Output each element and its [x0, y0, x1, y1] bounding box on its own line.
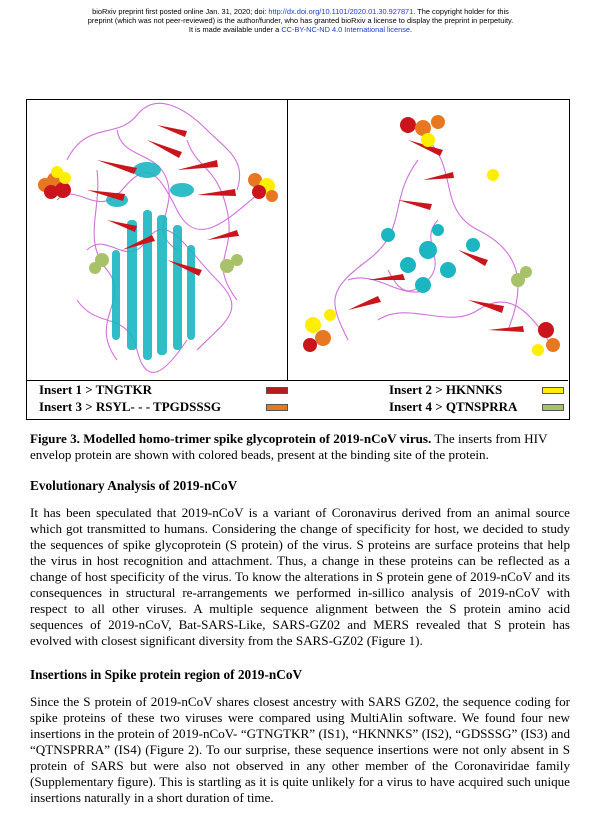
caption-title: Figure 3. Modelled homo-trimer spike glycoprotein of 2019-nCoV virus.	[30, 431, 432, 446]
section-heading-evolutionary: Evolutionary Analysis of 2019-nCoV	[30, 478, 238, 493]
side-view-panel	[27, 100, 288, 380]
spike-top-view-image	[288, 100, 569, 380]
figure-legend	[27, 380, 568, 419]
legend-insert-3: Insert 3 > RSYL- - - TPGDSSSG	[39, 399, 221, 414]
spike-side-view-image	[27, 100, 287, 380]
legend-swatch-1	[266, 387, 288, 394]
legend-swatch-2	[542, 387, 564, 394]
caption-text: The inserts from HIV envelop protein are shown with colored beads, present at the binding site of the protein.	[30, 431, 548, 462]
section-paragraph-evolutionary: It has been speculated that 2019-nCoV is a variant of Coronavirus derived from an animal source which got transmitted to humans. Considering the change of specificity for host, we decided to study the sequences of spike glycoprotein (S protein) of the virus. S proteins are surface proteins that help the virus in host recognition and attachment. Thus, a change in these proteins can be reflected as a change of host specificity of the virus. To know the alterations in S protein gene of 2019-nCoV and its consequences in structural re-arrangements we performed in-sillico analysis of 2019-nCoV with respect to all other viruses. A multiple sequence alignment between the S protein amino acid sequences of 2019-nCoV, Bat-SARS-Like, SARS-GZ02 and MERS revealed that S protein has evolved with closest significant diversity from the SARS-GZ02 (Figure 1).	[30, 505, 570, 648]
figure-caption	[30, 431, 575, 463]
top-view-panel	[288, 100, 569, 380]
section-paragraph-insertions: Since the S protein of 2019-nCoV shares closest ancestry with SARS GZ02, the sequence coding for spike proteins of these two viruses were compared using MultiAlin software. We found four new insertions in the protein of 2019-nCoV- “GTNGTKR” (IS1), “HKNNKS” (IS2), “GDSSSG” (IS3) and “QTNSPRRA” (IS4) (Figure 2). To our surprise, these sequence insertions were not only absent in S protein of SARS but were also not observed in any other member of the Coronaviridae family (Supplementary figure). This is startling as it is quite unlikely for a virus to have acquired such unique insertions naturally in a short duration of time.	[30, 694, 570, 805]
legend-insert-2: Insert 2 > HKNNKS	[389, 382, 503, 397]
header-line-3: It is made available under a CC-BY-NC-ND 4.0 International license.	[188, 25, 413, 34]
legend-swatch-4	[542, 404, 564, 411]
figure-3	[26, 99, 570, 420]
section-heading-insertions: Insertions in Spike protein region of 2019-nCoV	[30, 667, 303, 682]
header-line-2: preprint (which was not peer-reviewed) is the author/funder, who has granted bioRxiv a license to display the preprint in perpetuity.	[87, 16, 514, 25]
legend-insert-4: Insert 4 > QTNSPRRA	[389, 399, 518, 414]
legend-swatch-3	[266, 404, 288, 411]
header-line-1: bioRxiv preprint first posted online Jan. 31, 2020; doi: http://dx.doi.org/10.1101/2020.01.30.927871. The copyright holder for this	[92, 7, 509, 16]
preprint-header	[0, 7, 601, 34]
license-link[interactable]: CC-BY-NC-ND 4.0 International license	[281, 25, 411, 34]
doi-link[interactable]: http://dx.doi.org/10.1101/2020.01.30.927871	[268, 7, 414, 16]
legend-insert-1: Insert 1 > TNGTKR	[39, 382, 152, 397]
